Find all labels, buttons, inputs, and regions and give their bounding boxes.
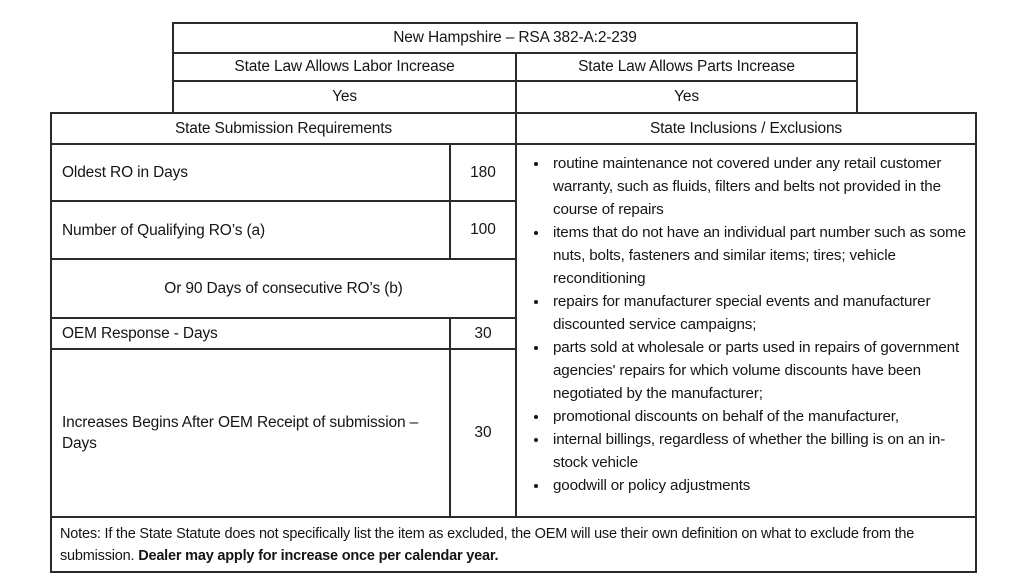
list-item: • goodwill or policy adjustments: [549, 474, 969, 497]
list-item: • parts sold at wholesale or parts used in repairs of government agencies' repairs for which volume discounts have been negotiated by the manufacturer;: [549, 336, 969, 405]
state-title: New Hampshire – RSA 382-A:2-239: [174, 24, 856, 54]
requirement-label: Increases Begins After OEM Receipt of submission – Days: [62, 414, 419, 452]
requirement-value: 30: [449, 319, 515, 348]
requirement-value: 180: [449, 145, 515, 200]
list-item: • items that do not have an individual part number such as some nuts, bolts, fasteners and similar items; tires; vehicle reconditioning: [549, 221, 969, 290]
labor-increase-header: State Law Allows Labor Increase: [174, 54, 517, 80]
table-row: [52, 202, 515, 260]
table-body: [52, 145, 975, 516]
requirements-table: [50, 112, 977, 573]
inclusions-exclusions-section: [517, 145, 975, 516]
requirement-label: Oldest RO in Days: [62, 164, 188, 181]
state-law-table: [172, 22, 858, 112]
parts-increase-header: State Law Allows Parts Increase: [578, 58, 795, 75]
submission-requirements-section: [52, 145, 517, 516]
table-header-row: [52, 114, 975, 145]
table-row: [52, 319, 515, 350]
submission-requirements-header: State Submission Requirements: [52, 114, 517, 143]
exclusions-list: [530, 152, 969, 497]
state-law-value-row: [174, 82, 856, 112]
table-row-spanning: [52, 260, 515, 319]
state-law-header-row: [174, 54, 856, 82]
requirement-value: 30: [449, 350, 515, 516]
list-item: • promotional discounts on behalf of the manufacturer,: [549, 405, 969, 428]
list-item: • repairs for manufacturer special events and manufacturer discounted service campaigns;: [549, 290, 969, 336]
list-item: • routine maintenance not covered under any retail customer warranty, such as fluids, filters and belts not provided in the course of repairs: [549, 152, 969, 221]
requirement-label: OEM Response - Days: [62, 325, 218, 342]
requirement-label: Or 90 Days of consecutive RO’s (b): [164, 279, 403, 297]
requirement-value: 100: [449, 202, 515, 258]
list-item: • internal billings, regardless of whether the billing is on an in-stock vehicle: [549, 428, 969, 474]
notes-row: [52, 516, 975, 571]
notes-bold-text: Dealer may apply for increase once per calendar year.: [138, 548, 499, 564]
table-row: [52, 145, 515, 202]
notes-text: Notes: If the State Statute does not specifically list the item as excluded, the OEM will use their own definition on what to exclude from the submission.: [60, 526, 915, 564]
inclusions-exclusions-header: State Inclusions / Exclusions: [649, 119, 843, 137]
requirement-label: Number of Qualifying RO’s (a): [62, 221, 265, 239]
labor-increase-value: Yes: [174, 82, 517, 112]
parts-increase-value: Yes: [674, 88, 699, 105]
table-row: [52, 350, 515, 516]
